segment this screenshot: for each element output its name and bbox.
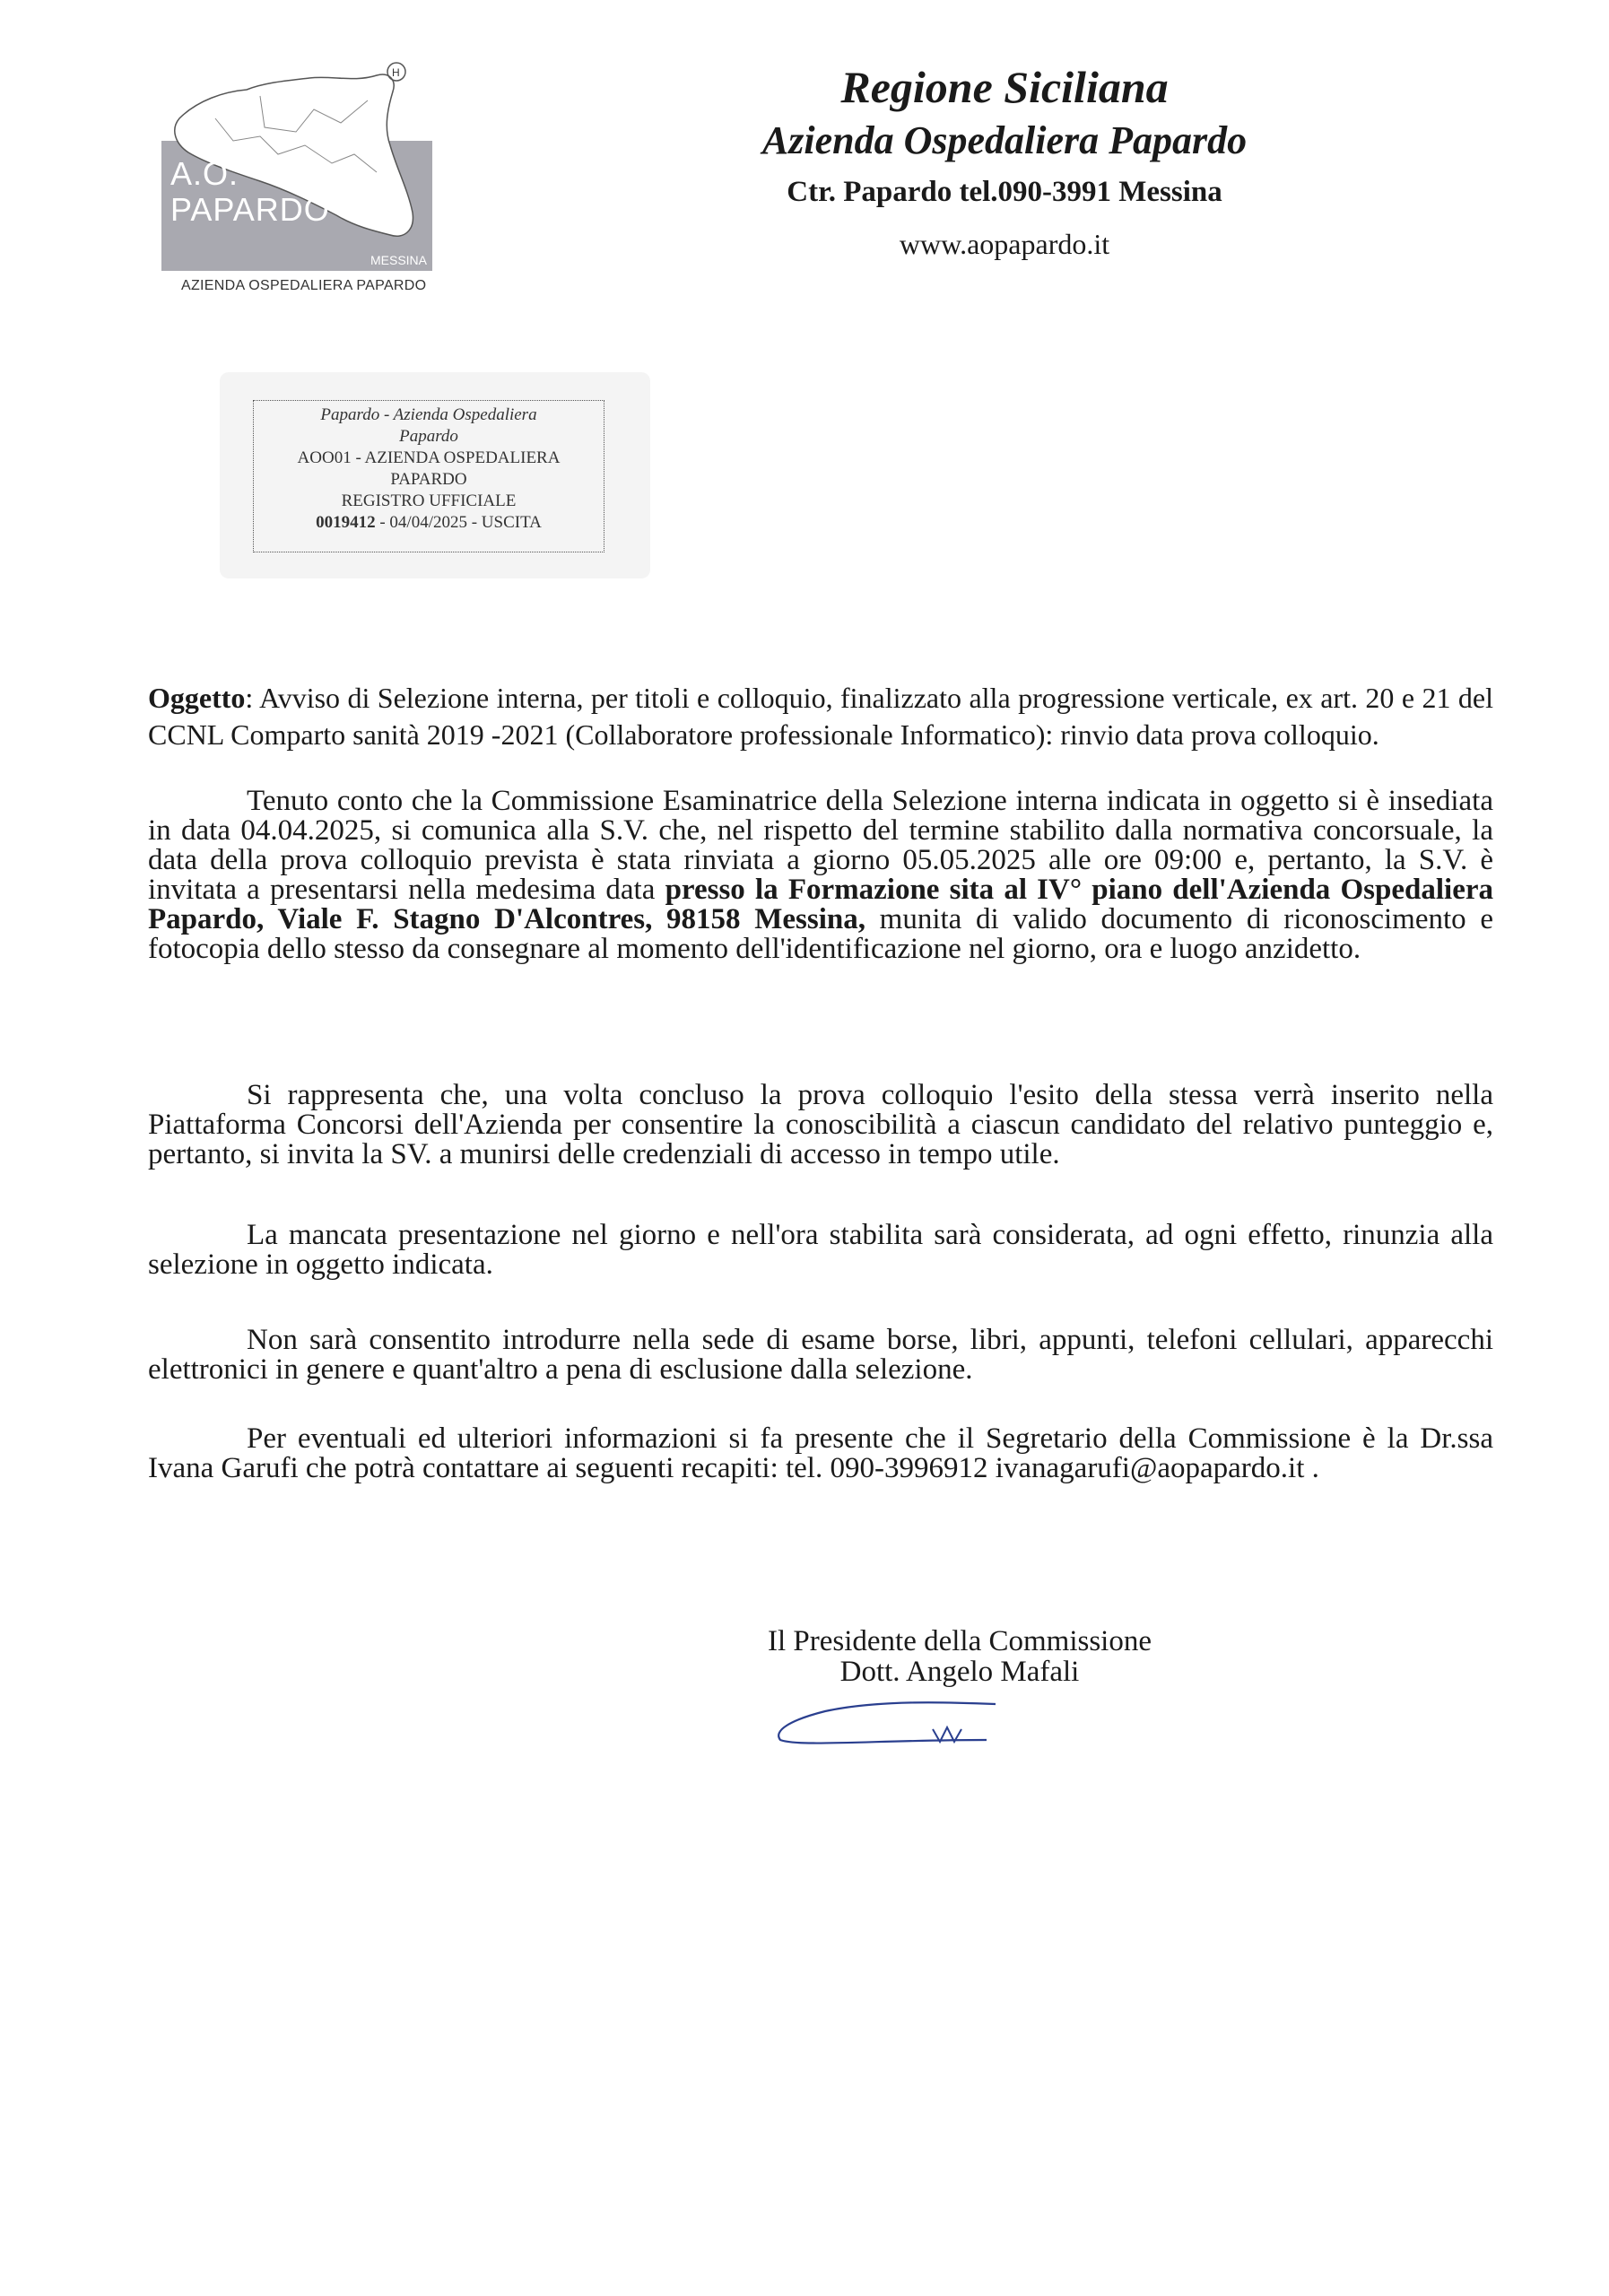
protocol-date: - 04/04/2025 - USCITA: [375, 513, 542, 532]
paragraph-convocation-tail: munita di valido documento di riconoscimento e fotocopia dello stesso da consegnare al momento dell'identificazione nel giorno, ora e luogo anzidetto.: [148, 903, 1493, 965]
svg-text:H: H: [392, 66, 400, 79]
letterhead: [646, 59, 1363, 271]
signatory-role: Il Presidente della Commissione: [767, 1625, 1152, 1657]
handwritten-signature: [771, 1695, 1005, 1758]
logo-text: [170, 156, 330, 228]
stamp-line-5: REGISTRO UFFICIALE: [341, 491, 517, 510]
paragraph-convocation: [148, 787, 1493, 964]
logo-caption: AZIENDA OSPEDALIERA PAPARDO: [181, 278, 427, 293]
protocol-stamp: [253, 400, 604, 552]
signatory-name: Dott. Angelo Mafali: [839, 1656, 1080, 1688]
paragraph-contacts: Per eventuali ed ulteriori informazioni si fa presente che il Segretario della Commissione è la Dr.ssa Ivana Garufi che potrà contattare ai seguenti recapiti: tel. 090-3996912 ivanagarufi@aopapardo.it .: [148, 1422, 1493, 1484]
hospital-logo: [161, 56, 431, 298]
paragraph-rules: Non sarà consentito introdurre nella sede di esame borse, libri, appunti, telefoni cellulari, apparecchi elettronici in genere e quant'altro a pena di esclusione dalla selezione.: [148, 1324, 1493, 1386]
hospital-address: Ctr. Papardo tel.090-3991 Messina: [787, 176, 1222, 208]
stamp-line-3: AOO01 - AZIENDA OSPEDALIERA: [297, 448, 561, 467]
stamp-line-1: Papardo - Azienda Ospedaliera: [320, 405, 537, 424]
signature-block: [735, 1626, 1184, 1687]
logo-name-label: PAPARDO: [170, 191, 330, 228]
logo-ao-label: A.O.: [170, 155, 239, 192]
stamp-line-2: Papardo: [399, 427, 458, 446]
protocol-number: 0019412: [316, 513, 376, 532]
logo-city-label: MESSINA: [370, 253, 427, 267]
subject-paragraph: [148, 680, 1493, 753]
hospital-website: www.aopapardo.it: [899, 228, 1110, 260]
region-title: Regione Siciliana: [840, 62, 1169, 112]
subject-text: : Avviso di Selezione interna, per titoli e colloquio, finalizzato alla progressione verticale, ex art. 20 e 21 del CCNL Comparto sanità 2019 -2021 (Collaboratore professionale Informatico): rinvio data prova colloquio.: [148, 682, 1493, 751]
paragraph-convocation-text: Tenuto conto che la Commissione Esaminatrice della Selezione interna indicata in oggetto si è insediata in data 04.04.2025, si comunica alla S.V. che, nel rispetto del termine stabilito dalla normativa concorsuale, la data della prova colloquio prevista è stata rinviata a giorno 05.05.2025 alle ore 09:00 e, pertanto, la S.V. è invitata a presentarsi nella medesima data: [148, 785, 1493, 906]
stamp-line-4: PAPARDO: [390, 470, 467, 489]
hospital-title: Azienda Ospedaliera Papardo: [761, 118, 1248, 162]
exam-location: presso la Formazione sita al IV° piano dell'Azienda Ospedaliera Papardo, Viale F. Stagno D'Alcontres, 98158 Messina,: [148, 874, 1493, 935]
paragraph-absence: La mancata presentazione nel giorno e nell'ora stabilita sarà considerata, ad ogni effetto, rinunzia alla selezione in oggetto indicata.: [148, 1219, 1493, 1281]
paragraph-results: Si rappresenta che, una volta concluso la prova colloquio l'esito della stessa verrà inserito nella Piattaforma Concorsi dell'Azienda per consentire la conoscibilità a ciascun candidato del relativo punteggio e, pertanto, si invita la SV. a munirsi delle credenziali di accesso in tempo utile.: [148, 1079, 1493, 1170]
subject-label: Oggetto: [148, 682, 246, 714]
stamp-protocol: [254, 512, 604, 534]
